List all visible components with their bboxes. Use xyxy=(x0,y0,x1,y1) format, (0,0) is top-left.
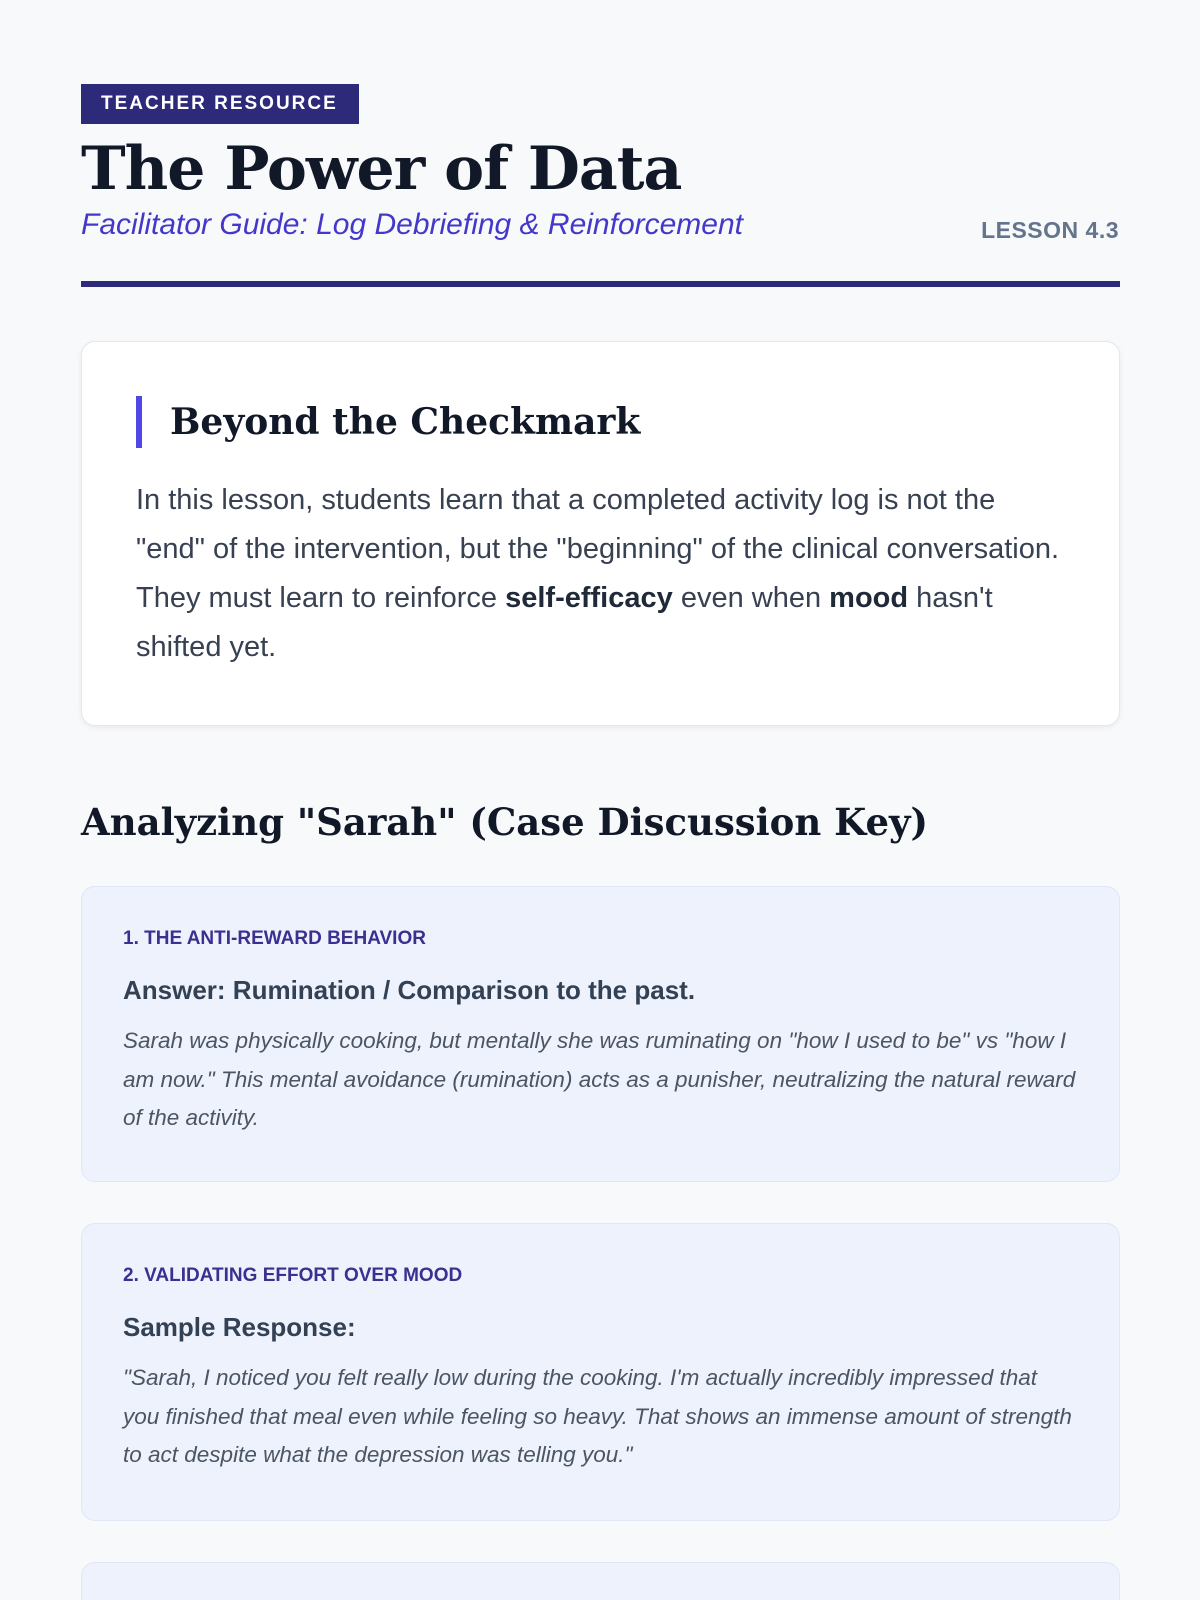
intro-text-part: hasn't shifted yet. xyxy=(136,582,993,663)
intro-emphasis-mood: mood xyxy=(829,582,909,614)
card-answer: Answer: Rumination / Comparison to the past. xyxy=(123,975,696,1005)
lesson-number: LESSON 4.3 xyxy=(981,217,1119,243)
card-label: 1. THE ANTI-REWARD BEHAVIOR xyxy=(123,928,426,949)
case-section-heading: Analyzing "Sarah" (Case Discussion Key) xyxy=(81,800,929,844)
card-sample-quote: "Sarah, I noticed you felt really low during the cooking. I'm actually incredibly impressed that you finished that meal even while feeling so heavy. That shows an immense amount of strength to act despite what the depression was telling you." xyxy=(123,1365,1072,1467)
case-key-card xyxy=(81,886,1120,1182)
intro-heading: Beyond the Checkmark xyxy=(136,396,1065,448)
header-divider xyxy=(81,281,1120,287)
intro-text-part: even when xyxy=(672,582,830,614)
intro-emphasis-self-efficacy: self-efficacy xyxy=(505,582,673,614)
case-key-card xyxy=(81,1223,1120,1521)
page-header xyxy=(81,84,1119,287)
card-explanation: Sarah was physically cooking, but mentally she was ruminating on "how I used to be" vs "how I am now." This mental avoidance (rumination) acts as a punisher, neutralizing the natural reward of the activity. xyxy=(123,1028,1076,1130)
case-key-card-partial xyxy=(81,1562,1120,1600)
intro-card xyxy=(81,341,1120,726)
intro-text-part: In this lesson, students learn that a completed activity log is not the "end" of the intervention, but the "beginning" of the clinical conversation. They must learn to reinforce xyxy=(136,484,1060,614)
card-label: 2. VALIDATING EFFORT OVER MOOD xyxy=(123,1265,463,1286)
page-subtitle: Facilitator Guide: Log Debriefing & Reinforcement xyxy=(81,208,743,241)
subtitle-row xyxy=(81,205,1119,249)
intro-paragraph xyxy=(136,476,1065,672)
page-title: The Power of Data xyxy=(81,134,682,204)
resource-badge: TEACHER RESOURCE xyxy=(81,84,359,124)
card-answer: Sample Response: xyxy=(123,1312,356,1342)
